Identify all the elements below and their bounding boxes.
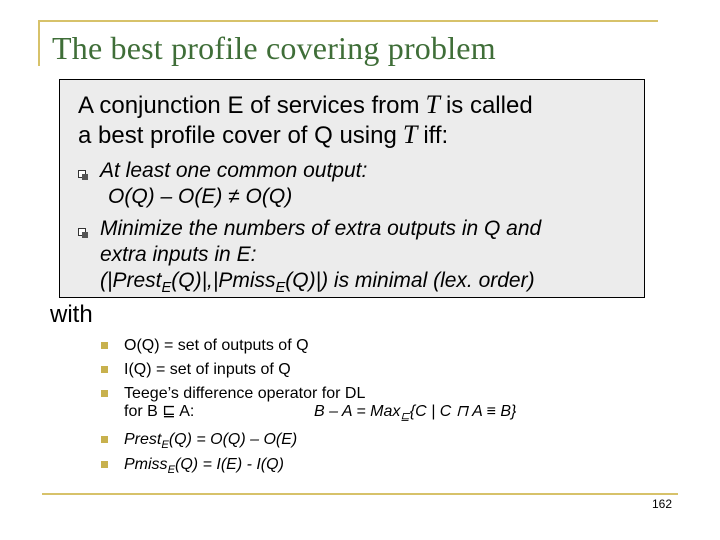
definition-inputs: I(Q) = set of inputs of Q	[124, 361, 291, 378]
criterion-2-sub-1: E	[161, 280, 172, 297]
criterion-2-line-3	[100, 268, 541, 301]
difference-operator-line-2	[124, 403, 516, 426]
definition-box	[59, 79, 645, 298]
pmiss-formula: (Q) = I(E) - I(Q)	[175, 456, 284, 473]
bullet-square-icon	[101, 342, 108, 349]
definition-outputs: O(Q) = set of outputs of Q	[124, 337, 309, 354]
prest-name: Prest	[124, 431, 162, 448]
service-set-symbol-2: T	[402, 120, 418, 149]
prest-formula: (Q) = O(Q) – O(E)	[168, 431, 298, 448]
slide-title: The best profile covering problem	[52, 30, 496, 66]
criterion-2-line-2: extra inputs in E:	[100, 243, 257, 266]
criterion-common-output	[100, 158, 367, 210]
bullet-square-icon	[78, 170, 86, 178]
frame-left-rule	[38, 20, 40, 66]
pmiss-name: Pmiss	[124, 456, 168, 473]
frame-bottom-rule	[42, 493, 678, 495]
definition-intro	[78, 90, 533, 150]
bullet-square-icon	[101, 366, 108, 373]
difference-operator-formula-b: {C | C ⊓ A ≡ B}	[409, 403, 517, 420]
difference-operator-formula-sub: ⊑	[400, 411, 410, 424]
intro-line-2	[78, 120, 533, 150]
service-set-symbol: T	[425, 90, 440, 119]
bullet-square-icon	[101, 461, 108, 468]
intro-text-1: A conjunction E of services from	[78, 92, 420, 119]
criterion-1-line-1: At least one common output:	[100, 159, 368, 182]
bullet-square-icon	[78, 228, 86, 236]
criterion-2-sub-2: E	[275, 280, 286, 297]
criterion-minimize-extras	[100, 216, 541, 301]
with-label: with	[50, 301, 93, 328]
definition-prest	[124, 431, 297, 454]
bullet-square-icon	[101, 436, 108, 443]
intro-text-3: a best profile cover of Q using	[78, 122, 397, 149]
criterion-2-part-c: (Q)|) is minimal (lex. order)	[285, 269, 535, 292]
bullet-square-icon	[101, 390, 108, 397]
difference-operator-condition: for B ⊑ A:	[124, 403, 195, 420]
frame-top-rule	[38, 20, 658, 22]
difference-operator-line-1: Teege’s difference operator for DL	[124, 385, 366, 402]
difference-operator-formula-a: B – A = Max	[314, 403, 401, 420]
definition-pmiss	[124, 456, 284, 479]
page-number: 162	[652, 497, 673, 511]
criterion-2-part-b: (Q)|,|Pmiss	[171, 269, 276, 292]
criterion-1-line-2: O(Q) – O(E) ≠ O(Q)	[108, 185, 293, 208]
prest-sub: E	[161, 439, 169, 452]
criterion-2-line-1: Minimize the numbers of extra outputs in Q and	[100, 217, 542, 240]
intro-text-2: is called	[445, 92, 533, 119]
pmiss-sub: E	[167, 464, 176, 477]
intro-line-1	[78, 90, 533, 120]
intro-text-4: iff:	[423, 122, 449, 149]
criterion-2-part-a: (|Prest	[100, 269, 162, 292]
definition-difference-operator	[124, 385, 516, 426]
